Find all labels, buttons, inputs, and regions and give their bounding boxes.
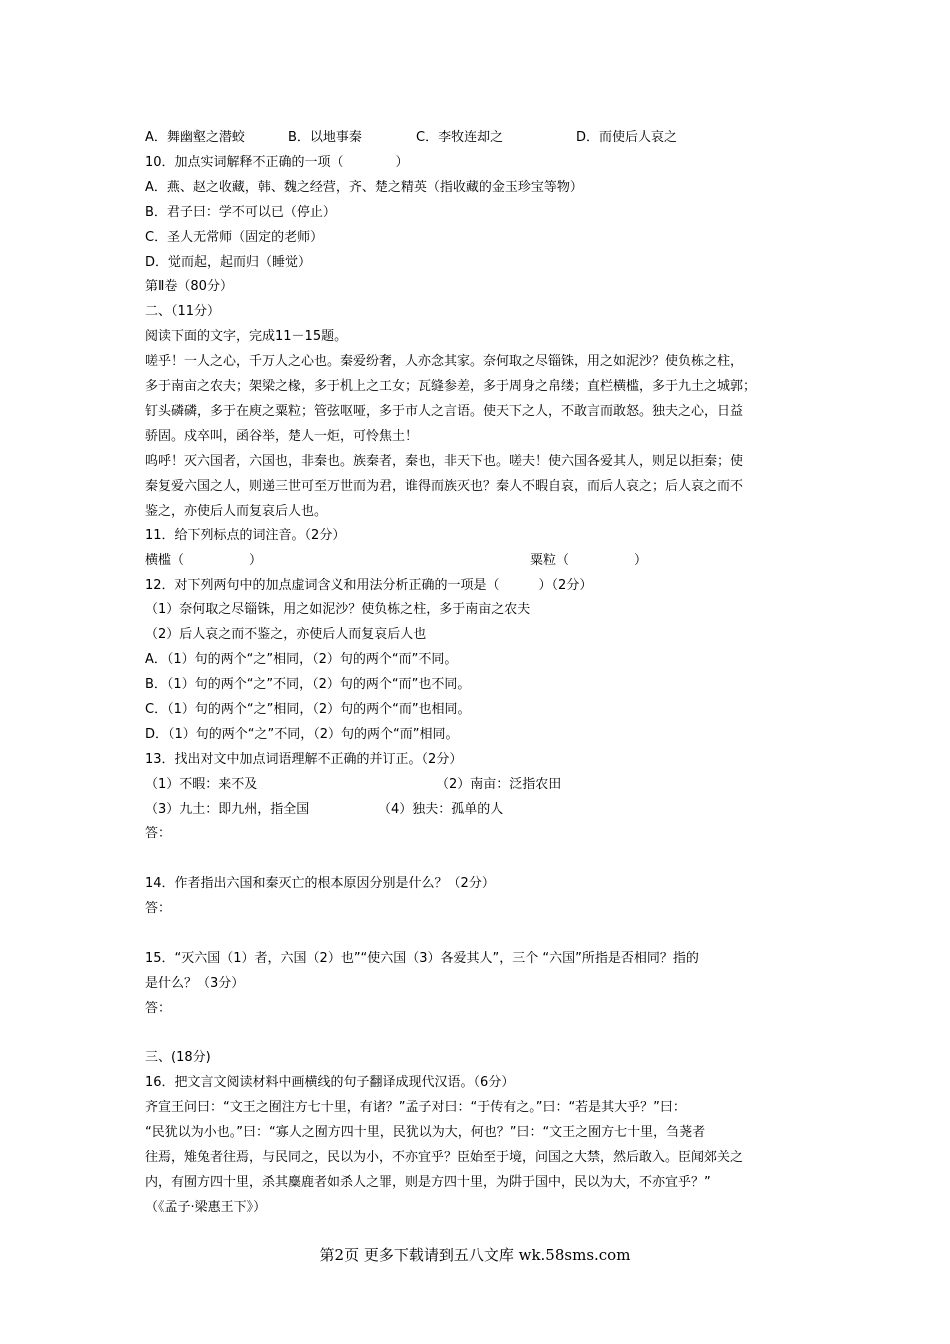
passage-line: 多于南亩之农夫；架梁之椽，多于机上之工女；瓦缝参差，多于周身之帛缕；直栏横槛，多于九土之城郭； bbox=[145, 379, 757, 394]
q15-answer-label: 答： bbox=[145, 1001, 172, 1016]
section-three-heading: 三、(18分) bbox=[145, 1050, 211, 1065]
passage-line: 齐宣王问曰：“文王之囿注方七十里，有诸？”孟子对曰：“于传有之。”曰：“若是其大乎？”曰： bbox=[145, 1100, 686, 1115]
q10-stem: 10．加点实词解释不正确的一项（ ） bbox=[145, 155, 409, 170]
passage-line: 内，有囿方四十里，杀其麋鹿者如杀人之罪，则是方四十里，为阱于国中，民以为大，不亦宜乎？” bbox=[145, 1175, 711, 1190]
q9-option-d: D．而使后人哀之 bbox=[576, 130, 678, 145]
q10-option-d: D．觉而起，起而归（睡觉） bbox=[145, 255, 312, 270]
passage-afang-palace bbox=[145, 349, 813, 524]
q10-option-b: B．君子曰：学不可以已（停止） bbox=[145, 205, 336, 220]
reading-instruction: 阅读下面的文字，完成11－15题。 bbox=[145, 329, 348, 344]
passage-line: 秦复爱六国之人，则递三世可至万世而为君，谁得而族灭也？秦人不暇自哀，而后人哀之；后人哀之而不 bbox=[145, 479, 744, 494]
passage-line: 往焉，雉兔者往焉，与民同之，民以为小，不亦宜乎？臣始至于境，问国之大禁，然后敢入。臣闻郊关之 bbox=[145, 1150, 744, 1165]
q12-sentence-2: （2）后人哀之而不鉴之，亦使后人而复哀后人也 bbox=[145, 627, 427, 642]
q12-stem: 12．对下列两句中的加点虚词含义和用法分析正确的一项是（ ）（2分） bbox=[145, 578, 593, 593]
q11-stem: 11．给下列标点的词注音。（2分） bbox=[145, 528, 346, 543]
passage-mencius bbox=[145, 1095, 813, 1220]
passage-line: 钉头磷磷，多于在庾之粟粒；管弦呕哑，多于市人之言语。使天下之人，不敢言而敢怒。独夫之心，日益 bbox=[145, 404, 744, 419]
q9-option-b: B．以地事秦 bbox=[288, 130, 362, 145]
passage-line: 骄固。戍卒叫，函谷举，楚人一炬，可怜焦土！ bbox=[145, 429, 419, 444]
q13-stem: 13．找出对文中加点词语理解不正确的并订正。（2分） bbox=[145, 752, 463, 767]
passage-line: 嗟乎！一人之心，千万人之心也。秦爱纷奢，人亦念其家。奈何取之尽锱铢，用之如泥沙？使负栋之柱， bbox=[145, 354, 744, 369]
q13-answer-label: 答： bbox=[145, 826, 172, 841]
section-two-heading: 二、（11分） bbox=[145, 304, 221, 319]
q12-sentence-1: （1）奈何取之尽锱铢，用之如泥沙？使负栋之柱，多于南亩之农夫 bbox=[145, 602, 531, 617]
passage-line: 呜呼！灭六国者，六国也，非秦也。族秦者，秦也，非天下也。嗟夫！使六国各爱其人，则足以拒秦；使 bbox=[145, 454, 744, 469]
q12-option-a: A．（1）句的两个“之”相同，（2）句的两个“而”不同。 bbox=[145, 652, 458, 667]
q13-item-3: （3）九土：即九州，指全国 bbox=[145, 802, 310, 817]
q13-item-4: （4）独夫：孤单的人 bbox=[378, 802, 504, 817]
q12-option-c: C．（1）句的两个“之”相同，（2）句的两个“而”也相同。 bbox=[145, 702, 471, 717]
q14-stem: 14．作者指出六国和秦灭亡的根本原因分别是什么？（2分） bbox=[145, 876, 495, 891]
passage-line: “民犹以为小也。”曰：“寡人之囿方四十里，民犹以为大，何也？”曰：“文王之囿方七十里，刍荛者 bbox=[145, 1125, 706, 1140]
passage-line: （《孟子·梁惠王下》） bbox=[145, 1200, 267, 1215]
q14-answer-label: 答： bbox=[145, 901, 172, 916]
q16-stem: 16．把文言文阅读材料中画横线的句子翻译成现代汉语。（6分） bbox=[145, 1075, 515, 1090]
q11-item-right: 粟粒（ ） bbox=[530, 553, 648, 568]
q12-option-d: D．（1）句的两个“之”不同，（2）句的两个“而”相同。 bbox=[145, 727, 459, 742]
q9-option-c: C．李牧连却之 bbox=[416, 130, 504, 145]
q12-option-b: B．（1）句的两个“之”不同，（2）句的两个“而”也不同。 bbox=[145, 677, 471, 692]
passage-line: 鉴之，亦使后人而复哀后人也。 bbox=[145, 504, 328, 519]
q13-item-2: （2）南亩：泛指农田 bbox=[436, 777, 562, 792]
q10-option-c: C．圣人无常师（固定的老师） bbox=[145, 230, 324, 245]
q13-item-1: （1）不暇：来不及 bbox=[145, 777, 258, 792]
q11-item-left: 横槛（ ） bbox=[145, 553, 263, 568]
volume-heading: 第Ⅱ卷（80分） bbox=[145, 279, 233, 294]
q15-stem-line-1: 15．“灭六国（1）者，六国（2）也”“使六国（3）各爱其人”，三个 “六国”所指是否相同？指的 bbox=[145, 951, 699, 966]
q9-option-a: A．舞幽壑之潜蛟 bbox=[145, 130, 245, 145]
page-footer: 第2页 更多下载请到五八文库 wk.58sms.com bbox=[319, 1246, 631, 1264]
q15-stem-line-2: 是什么？（3分） bbox=[145, 976, 245, 991]
q10-option-a: A．燕、赵之收藏，韩、魏之经营，齐、楚之精英（指收藏的金玉珍宝等物） bbox=[145, 180, 583, 195]
